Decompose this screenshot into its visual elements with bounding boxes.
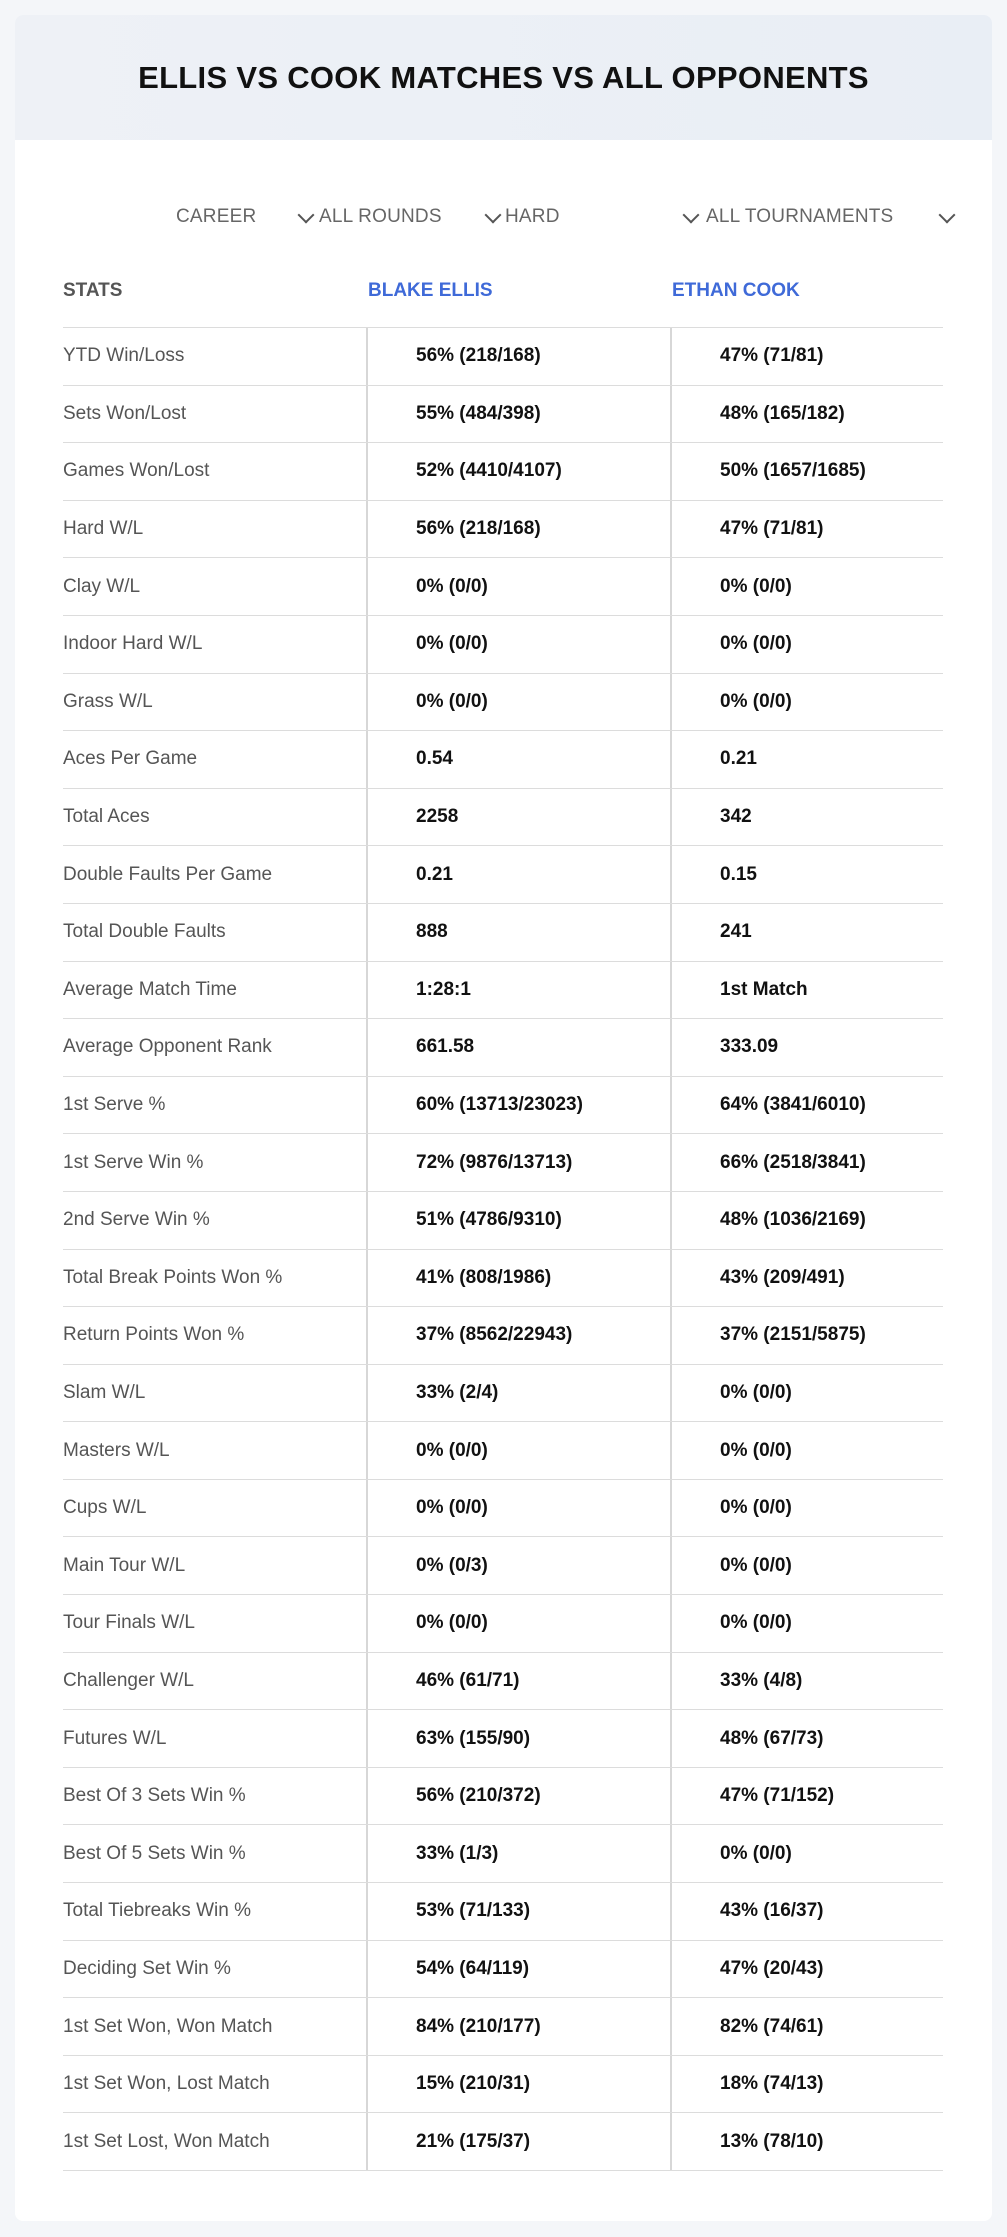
player1-value: 46% (61/71) (368, 1653, 672, 1710)
chevron-down-icon (485, 207, 502, 224)
stats-table (63, 255, 943, 2171)
stat-label: Main Tour W/L (63, 1537, 368, 1594)
round-select-value: ALL ROUNDS (319, 206, 442, 227)
player2-value: 43% (209/491) (720, 1266, 845, 1288)
player2-value: 0% (0/0) (720, 1497, 792, 1519)
player2-value: 0% (0/0) (720, 1612, 792, 1634)
table-row (63, 1537, 943, 1595)
table-row (63, 674, 943, 732)
table-row (63, 616, 943, 674)
stat-label: Total Double Faults (63, 904, 368, 961)
table-row (63, 2056, 943, 2114)
stat-label: 1st Set Lost, Won Match (63, 2113, 368, 2170)
player2-value: 33% (4/8) (720, 1669, 803, 1691)
round-select[interactable] (319, 187, 499, 247)
stat-label: Double Faults Per Game (63, 846, 368, 903)
player1-value: 55% (484/398) (368, 386, 672, 443)
player1-value: 56% (218/168) (368, 328, 672, 385)
stat-label: Average Match Time (63, 962, 368, 1019)
player1-value: 0.54 (368, 731, 672, 788)
stat-label: Clay W/L (63, 558, 368, 615)
player2-column-header[interactable]: ETHAN COOK (672, 280, 800, 301)
table-row (63, 1825, 943, 1883)
player2-value: 342 (720, 806, 752, 828)
period-select[interactable] (176, 187, 312, 247)
player2-value: 1st Match (720, 978, 808, 1000)
stat-label: 1st Set Won, Won Match (63, 1998, 368, 2055)
table-row (63, 1883, 943, 1941)
table-row (63, 558, 943, 616)
stat-label: Deciding Set Win % (63, 1941, 368, 1998)
stat-label: Games Won/Lost (63, 443, 368, 500)
player2-value: 0.21 (720, 748, 757, 770)
stat-label: Grass W/L (63, 674, 368, 731)
table-row (63, 846, 943, 904)
card-header (15, 15, 992, 140)
player1-value: 0% (0/0) (368, 674, 672, 731)
player1-value: 56% (218/168) (368, 501, 672, 558)
player1-value: 72% (9876/13713) (368, 1134, 672, 1191)
player2-value: 0% (0/0) (720, 633, 792, 655)
player1-value: 1:28:1 (368, 962, 672, 1019)
stat-label: 1st Serve Win % (63, 1134, 368, 1191)
stat-label: Hard W/L (63, 501, 368, 558)
player2-value: 48% (67/73) (720, 1727, 824, 1749)
table-row (63, 1422, 943, 1480)
player1-column-header[interactable]: BLAKE ELLIS (368, 280, 493, 301)
player1-value: 52% (4410/4107) (368, 443, 672, 500)
table-row (63, 1941, 943, 1999)
page-title: ELLIS VS COOK MATCHES VS ALL OPPONENTS (138, 59, 869, 95)
player2-value: 18% (74/13) (720, 2073, 824, 2095)
stat-label: Average Opponent Rank (63, 1019, 368, 1076)
table-row (63, 1019, 943, 1077)
player2-value: 48% (165/182) (720, 402, 845, 424)
player1-value: 54% (64/119) (368, 1941, 672, 1998)
stat-label: Return Points Won % (63, 1307, 368, 1364)
player2-value: 48% (1036/2169) (720, 1209, 866, 1231)
table-row (63, 1653, 943, 1711)
period-select-value: CAREER (176, 206, 257, 227)
player2-value: 82% (74/61) (720, 2015, 824, 2037)
player1-value: 33% (2/4) (368, 1365, 672, 1422)
table-body (63, 328, 943, 2171)
player2-value: 0% (0/0) (720, 575, 792, 597)
tournament-select-value: ALL TOURNAMENTS (706, 206, 894, 227)
table-row (63, 2113, 943, 2171)
stat-label: 1st Set Won, Lost Match (63, 2056, 368, 2113)
stats-column-header: STATS (63, 280, 123, 301)
table-row (63, 1192, 943, 1250)
chevron-down-icon (683, 207, 700, 224)
table-row (63, 1480, 943, 1538)
table-row (63, 1077, 943, 1135)
table-row (63, 1710, 943, 1768)
surface-select[interactable] (505, 187, 697, 247)
stat-label: Best Of 3 Sets Win % (63, 1768, 368, 1825)
player1-value: 0% (0/3) (368, 1537, 672, 1594)
stat-label: YTD Win/Loss (63, 328, 368, 385)
player1-value: 0% (0/0) (368, 1422, 672, 1479)
table-row (63, 1365, 943, 1423)
player2-value: 43% (16/37) (720, 1900, 824, 1922)
stat-label: Indoor Hard W/L (63, 616, 368, 673)
table-row (63, 501, 943, 559)
player2-value: 47% (20/43) (720, 1957, 824, 1979)
stat-label: 1st Serve % (63, 1077, 368, 1134)
player1-value: 21% (175/37) (368, 2113, 672, 2170)
player2-value: 333.09 (720, 1036, 779, 1058)
player2-value: 47% (71/81) (720, 518, 824, 540)
stat-label: Slam W/L (63, 1365, 368, 1422)
table-row (63, 328, 943, 386)
table-row (63, 1250, 943, 1308)
table-row (63, 1595, 943, 1653)
player1-value: 51% (4786/9310) (368, 1192, 672, 1249)
stat-label: Cups W/L (63, 1480, 368, 1537)
table-row (63, 1998, 943, 2056)
stat-label: Futures W/L (63, 1710, 368, 1767)
player1-value: 60% (13713/23023) (368, 1077, 672, 1134)
stat-label: Masters W/L (63, 1422, 368, 1479)
table-row (63, 731, 943, 789)
player1-value: 0% (0/0) (368, 1480, 672, 1537)
player2-value: 0% (0/0) (720, 1554, 792, 1576)
table-row (63, 386, 943, 444)
chevron-down-icon (298, 207, 315, 224)
stat-label: Tour Finals W/L (63, 1595, 368, 1652)
player1-value: 2258 (368, 789, 672, 846)
table-row (63, 1307, 943, 1365)
stat-label: Best Of 5 Sets Win % (63, 1825, 368, 1882)
player1-value: 53% (71/133) (368, 1883, 672, 1940)
filter-bar (15, 187, 992, 247)
player2-value: 47% (71/152) (720, 1785, 835, 1807)
stat-label: Challenger W/L (63, 1653, 368, 1710)
stat-label: Aces Per Game (63, 731, 368, 788)
player2-value: 241 (720, 921, 752, 943)
stats-card (15, 15, 992, 2221)
player2-value: 66% (2518/3841) (720, 1151, 866, 1173)
player1-value: 63% (155/90) (368, 1710, 672, 1767)
table-row (63, 904, 943, 962)
player2-value: 0.15 (720, 863, 757, 885)
player2-value: 47% (71/81) (720, 345, 824, 367)
player1-value: 56% (210/372) (368, 1768, 672, 1825)
table-row (63, 1134, 943, 1192)
player1-value: 33% (1/3) (368, 1825, 672, 1882)
stat-label: Total Tiebreaks Win % (63, 1883, 368, 1940)
stat-label: 2nd Serve Win % (63, 1192, 368, 1249)
surface-select-value: HARD (505, 206, 560, 227)
player2-value: 64% (3841/6010) (720, 1094, 866, 1116)
player2-value: 0% (0/0) (720, 690, 792, 712)
stat-label: Sets Won/Lost (63, 386, 368, 443)
player1-value: 888 (368, 904, 672, 961)
player1-value: 37% (8562/22943) (368, 1307, 672, 1364)
player2-value: 37% (2151/5875) (720, 1324, 866, 1346)
player1-value: 0% (0/0) (368, 1595, 672, 1652)
player1-value: 0.21 (368, 846, 672, 903)
stat-label: Total Break Points Won % (63, 1250, 368, 1307)
player1-value: 661.58 (368, 1019, 672, 1076)
player2-value: 0% (0/0) (720, 1842, 792, 1864)
player1-value: 15% (210/31) (368, 2056, 672, 2113)
table-row (63, 962, 943, 1020)
tournament-select[interactable] (706, 187, 953, 247)
player1-value: 41% (808/1986) (368, 1250, 672, 1307)
player2-value: 0% (0/0) (720, 1439, 792, 1461)
player2-value: 13% (78/10) (720, 2130, 824, 2152)
player1-value: 0% (0/0) (368, 558, 672, 615)
player2-value: 50% (1657/1685) (720, 460, 866, 482)
player1-value: 84% (210/177) (368, 1998, 672, 2055)
table-row (63, 443, 943, 501)
stat-label: Total Aces (63, 789, 368, 846)
table-row (63, 789, 943, 847)
chevron-down-icon (939, 207, 956, 224)
player1-value: 0% (0/0) (368, 616, 672, 673)
table-row (63, 1768, 943, 1826)
player2-value: 0% (0/0) (720, 1381, 792, 1403)
table-header (63, 255, 943, 328)
